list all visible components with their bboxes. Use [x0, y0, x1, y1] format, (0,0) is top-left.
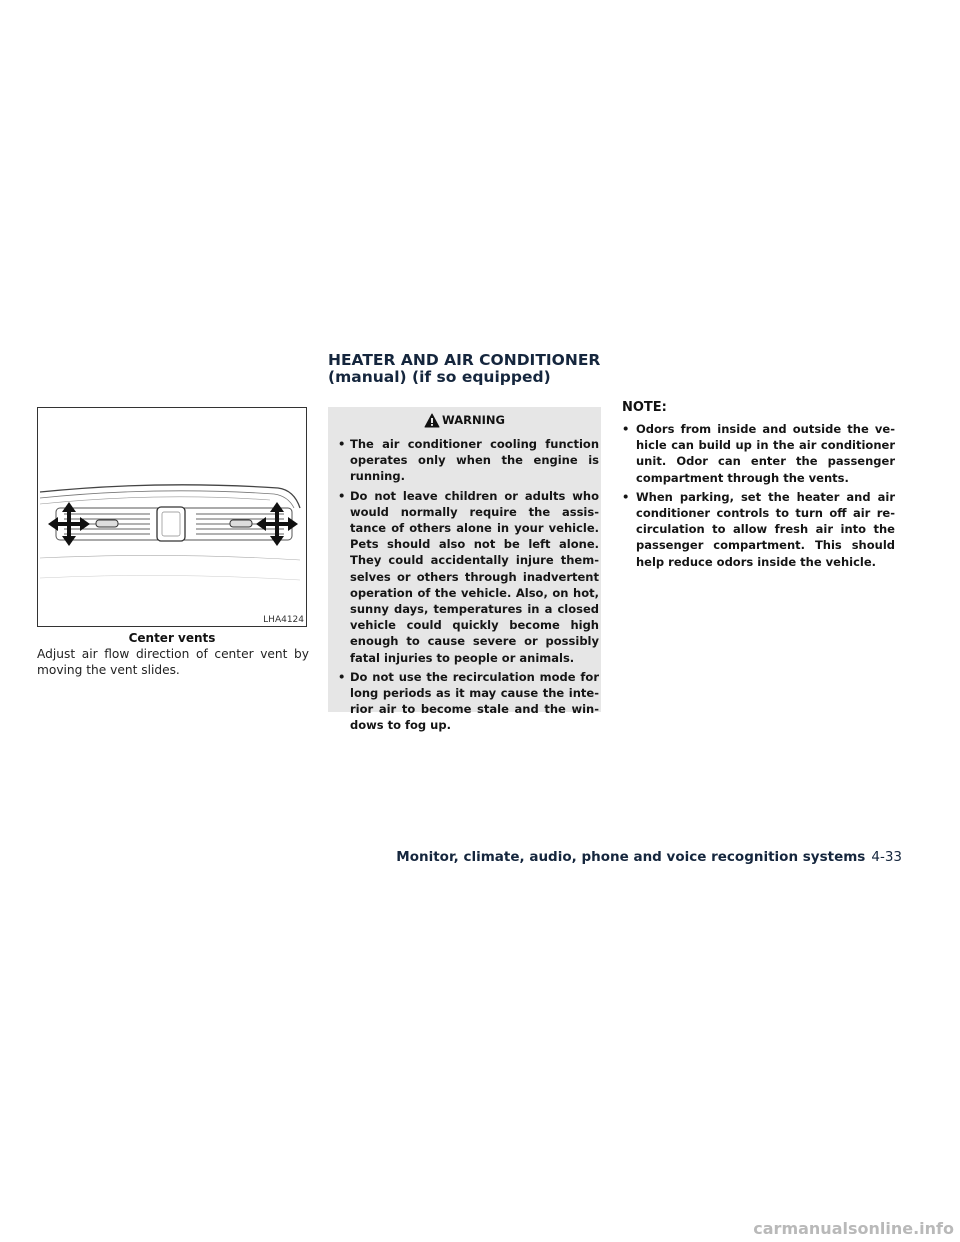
figure-code: LHA4124	[263, 615, 304, 625]
page-number: 4-33	[871, 849, 902, 865]
section-heading	[328, 352, 628, 386]
warning-item: • Do not leave children or adults who would normally require the assis-tance of others alone in your vehicle. Pets should also not be left alone. They could accidentally injure them-selves or others through inadvertent operation of the vehicle. Also, on hot, sunny days, temperatures in a closed vehicle could quickly become high enough to cause severe or possibly fatal injuries to people or animals.	[338, 488, 599, 665]
section-heading-line2: (manual) (if so equipped)	[328, 368, 551, 386]
warning-triangle-icon	[424, 413, 440, 431]
warning-title: WARNING	[442, 413, 505, 427]
vent-slide-left-arrow-icon	[48, 502, 90, 546]
center-vents-illustration	[38, 408, 306, 626]
note-title: NOTE:	[622, 400, 667, 415]
center-vents-figure	[37, 407, 307, 627]
vent-slide-right-arrow-icon	[256, 502, 298, 546]
body-paragraph: Adjust air flow direction of center vent by moving the vent slides.	[37, 647, 309, 677]
warning-list	[338, 436, 599, 737]
note-item: • Odors from inside and outside the ve-hicle can build up in the air conditioner unit. Odor can enter the passenger compartment through the vents.	[622, 422, 895, 485]
warning-box	[328, 407, 601, 733]
warning-item: • The air conditioner cooling function operates only when the engine is running.	[338, 437, 599, 484]
section-heading-line1: HEATER AND AIR CONDITIONER	[328, 351, 601, 369]
note-item: • When parking, set the heater and air conditioner controls to turn off air re-circulation to allow fresh air into the passenger compartment. This should help reduce odors inside the vehicle.	[622, 489, 895, 569]
warning-header	[328, 413, 601, 433]
figure-caption: Center vents	[128, 631, 216, 645]
footer-chapter-title: Monitor, climate, audio, phone and voice recognition systems	[396, 849, 866, 865]
page-footer	[396, 849, 902, 865]
warning-item: • Do not use the recirculation mode for long periods as it may cause the inte-rior air to become stale and the win-dows to fog up.	[338, 669, 599, 733]
watermark: carmanualsonline.info	[753, 1219, 954, 1238]
note-list	[622, 421, 895, 573]
